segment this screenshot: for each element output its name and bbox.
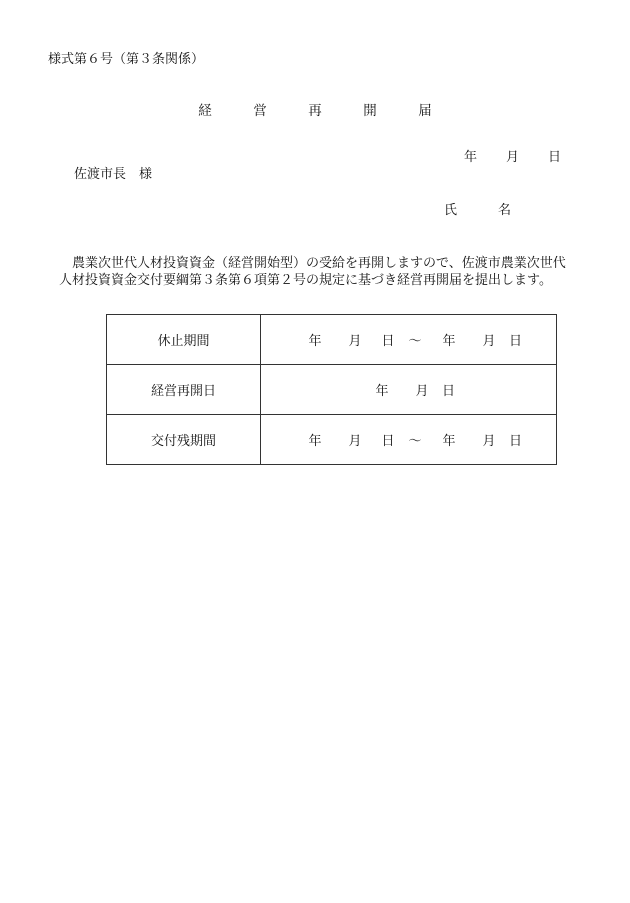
from-day: 日 [381, 334, 395, 349]
table-row-suspension-period [107, 315, 557, 365]
table-row-remaining-period [107, 415, 557, 465]
from-month: 月 [348, 334, 362, 349]
submission-date [464, 150, 561, 166]
date-range [295, 330, 522, 349]
signer-name-label: 氏 名 [444, 203, 526, 218]
date-year: 年 [375, 384, 389, 399]
row-value [261, 365, 557, 415]
row-label: 交付残期間 [107, 415, 261, 465]
table-row-resumption-date [107, 365, 557, 415]
range-separator: ～ [408, 334, 422, 349]
to-year: 年 [442, 434, 456, 449]
to-day: 日 [508, 334, 522, 349]
form-number: 様式第６号（第３条関係） [48, 52, 205, 67]
body-line-2: 人材投資資金交付要綱第３条第６項第２号の規定に基づき経営再開届を提出します。 [59, 273, 552, 288]
body-line-1: 農業次世代人材投資資金（経営開始型）の受給を再開しますので、佐渡市農業次世代 [72, 256, 566, 271]
date-range [295, 430, 522, 449]
row-value [261, 315, 557, 365]
resumption-info-table [106, 314, 557, 465]
row-label: 経営再開日 [107, 365, 261, 415]
date-day: 日 [441, 384, 455, 399]
date-year-label: 年 [464, 150, 478, 165]
to-month: 月 [482, 434, 496, 449]
row-label: 休止期間 [107, 315, 261, 365]
from-month: 月 [348, 434, 362, 449]
to-year: 年 [442, 334, 456, 349]
body-paragraph [50, 255, 590, 289]
date-day-label: 日 [548, 150, 562, 165]
to-month: 月 [482, 334, 496, 349]
from-year: 年 [308, 334, 322, 349]
from-day: 日 [381, 434, 395, 449]
document-title [0, 103, 630, 119]
date-month: 月 [415, 384, 429, 399]
date-month-label: 月 [506, 150, 520, 165]
addressee: 佐渡市長 様 [74, 167, 153, 182]
row-value [261, 415, 557, 465]
to-day: 日 [508, 434, 522, 449]
from-year: 年 [308, 434, 322, 449]
range-separator: ～ [408, 434, 422, 449]
single-date [362, 380, 455, 399]
document-title-text: 経 営 再 開 届 [198, 103, 446, 119]
